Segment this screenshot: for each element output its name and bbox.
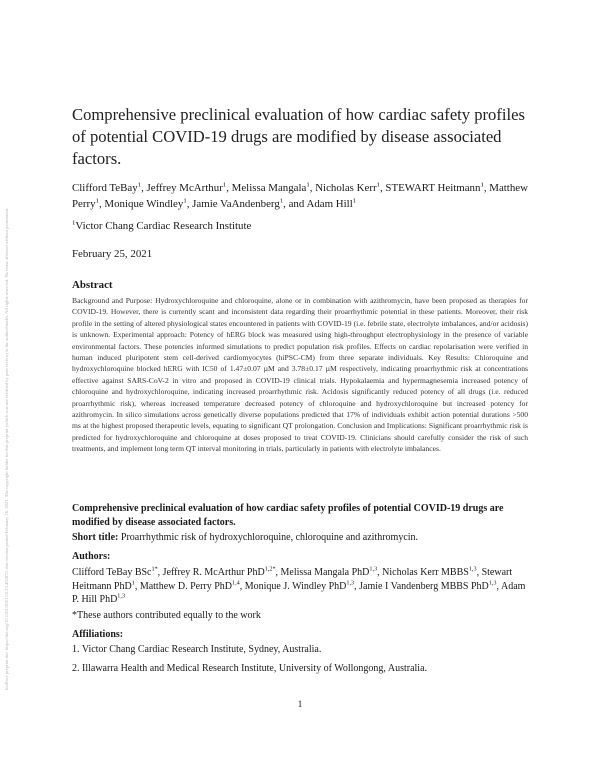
authors-heading: Authors: bbox=[72, 551, 111, 562]
author-affiliation-sup: 1,3 bbox=[346, 579, 355, 587]
page-number: 1 bbox=[297, 700, 303, 710]
author-affiliation-sup: 1 bbox=[131, 579, 135, 587]
author-separator: , bbox=[186, 197, 193, 210]
affiliation-item: 1. Victor Chang Cardiac Research Institute, Sydney, Australia. bbox=[72, 644, 322, 655]
author-affiliation-sup: 1 bbox=[183, 196, 187, 204]
author-separator: , bbox=[309, 182, 316, 194]
author-affiliation-sup: 1,3 bbox=[468, 565, 477, 573]
short-title-text: Proarrhythmic risk of hydroxychloroquine, chloroquine and azithromycin. bbox=[120, 532, 419, 543]
author-name: Jamie I Vandenberg MBBS PhD bbox=[359, 580, 489, 592]
author-name: Adam P. Hill PhD bbox=[72, 580, 526, 605]
short-title-label: Short title: bbox=[72, 532, 119, 543]
short-title bbox=[72, 532, 418, 543]
author-affiliation-sup: 1,4 bbox=[232, 579, 240, 587]
affiliation-text: Victor Chang Cardiac Research Institute bbox=[75, 220, 252, 232]
author-affiliation-sup: 1,3 bbox=[117, 592, 126, 600]
author-name: Monique J. Windley PhD bbox=[244, 580, 347, 592]
author-name: Nicholas Kerr MBBS bbox=[382, 567, 469, 578]
author-affiliation-sup: 1* bbox=[151, 565, 158, 573]
author-separator: , bbox=[157, 567, 163, 578]
full-author-list bbox=[72, 566, 528, 607]
author-separator: , and bbox=[283, 197, 307, 210]
author-separator: , bbox=[98, 197, 105, 210]
author-separator: , bbox=[377, 567, 383, 578]
author-separator: , bbox=[476, 567, 482, 578]
author-separator: , bbox=[226, 182, 232, 194]
author-separator: , bbox=[354, 580, 360, 592]
author-affiliation-sup: 1 bbox=[222, 181, 227, 189]
author-affiliation-sup: 1 bbox=[480, 181, 484, 189]
author-affiliation-sup: 1 bbox=[95, 196, 99, 204]
author-name: Stewart Heitmann PhD bbox=[72, 567, 513, 592]
title-page-heading: Comprehensive preclinical evaluation of how cardiac safety profiles of potential COVID-19 drugs are modified by disease associated factors. bbox=[72, 503, 504, 528]
author-name: Melissa Mangala bbox=[231, 182, 307, 194]
author-name: Melissa Mangala PhD bbox=[280, 567, 370, 578]
author-affiliation-sup: 1 bbox=[137, 181, 142, 189]
author-name: Adam Hill bbox=[306, 197, 353, 210]
author-list bbox=[72, 181, 528, 212]
author-name: Jamie VaAndenberg bbox=[192, 197, 280, 210]
author-name: Jeffrey McArthur bbox=[146, 182, 223, 194]
author-name: Clifford TeBay BSc bbox=[72, 567, 152, 578]
author-name: Matthew Perry bbox=[72, 182, 528, 210]
equal-contribution-note: *These authors contributed equally to the work bbox=[72, 610, 261, 621]
author-name: Clifford TeBay bbox=[72, 182, 138, 194]
author-separator: , bbox=[275, 567, 281, 578]
author-separator: , bbox=[134, 580, 140, 592]
affiliation bbox=[72, 220, 251, 232]
author-separator: , bbox=[483, 182, 490, 194]
affiliation-item: 2. Illawarra Health and Medical Research Institute, University of Wollongong, Australia. bbox=[72, 663, 428, 674]
paper-title: Comprehensive preclinical evaluation of how cardiac safety profiles of potential COVID-19 drugs are modified by disease associated factors. bbox=[72, 105, 525, 168]
author-separator: , bbox=[239, 580, 245, 592]
abstract-heading: Abstract bbox=[72, 279, 113, 291]
author-affiliation-sup: 1 bbox=[279, 196, 284, 204]
author-affiliation-sup: 1,2* bbox=[264, 565, 276, 573]
author-affiliation-sup: 1 bbox=[352, 196, 357, 204]
author-affiliation-sup: 1,3 bbox=[369, 565, 378, 573]
author-name: Nicholas Kerr bbox=[315, 182, 377, 194]
author-separator: , bbox=[141, 182, 147, 194]
author-separator: , bbox=[496, 580, 501, 592]
affiliation-sup: 1 bbox=[72, 219, 76, 227]
preprint-sidebar-note bbox=[4, 90, 14, 690]
author-name: Monique Windley bbox=[104, 197, 184, 210]
affiliations-heading: Affiliations: bbox=[72, 629, 124, 640]
author-name: STEWART Heitmann bbox=[385, 182, 481, 194]
paper-date: February 25, 2021 bbox=[72, 248, 153, 260]
author-affiliation-sup: 1 bbox=[376, 181, 380, 189]
author-name: Jeffrey R. McArthur PhD bbox=[162, 567, 265, 578]
author-separator: , bbox=[379, 182, 386, 194]
author-affiliation-sup: 1 bbox=[306, 181, 310, 189]
abstract-text: Background and Purpose: Hydroxychloroquine and chloroquine, alone or in combination with azithromycin, have been proposed as therapies for COVID-19. However, there is currently scant and inconsistent data regarding their proarrhythmic potential in these patients. Moreover, their risk profile in the setting of altered physiological states encountered in patients with COVID-19 (i.e. febrile state, electrolyte imbalances, and/or acidosis) is unknown. Experimental approach: Potency of hERG block was measured using high-throughput electrophysiology in the presence of variable environmental factors. These potencies informed simulations to predict population risk profiles. Effects on cardiac repolarisation were verified in human induced pluripotent stem cell-derived cardiomyocytes (hiPSC-CM) from three separate individuals. Key Results: Chloroquine and hydroxychloroquine blocked hERG with IC50 of 1.47±0.07 µM and 3.78±0.17 µM respectively, indicating proarrhythmic risk at concentrations effective against SARS-CoV-2 in vitro and proposed in COVID-19 clinical trials. Hypokalaemia and hypermagnesemia increased potency of chloroquine and hydroxychloroquine, indicating increased proarrhythmic risk. Acidosis significantly reduced potency of all drugs (i.e. reduced proarrhythmic risk), whereas increased temperature decreased potency of chloroquine and hydroxychloroquine but increased potency for azithromycin. In silico simulations across genetically diverse populations predicted that 17% of individuals exhibit action potential durations >500 ms at the highest proposed therapeutic levels, equating to significant QT prolongation. Conclusion and Implications: Significant proarrhythmic risk is predicted for hydroxychloroquine and chloroquine at doses proposed to treat COVID-19. Clinicians should carefully consider the risk of such treatments, and implement long term QT interval monitoring in trials, particularly in patients with electrolyte imbalances. bbox=[72, 296, 528, 454]
author-name: Matthew D. Perry PhD bbox=[139, 580, 233, 592]
author-affiliation-sup: 1,3 bbox=[488, 579, 497, 587]
sidebar-text: bioRxiv preprint doi: https://doi.org/10.1101/2021.02.25.432872; this version posted February 26, 2021. The copyright holder for this preprint (which was not certified by peer review) is the author/funder. All rights reserved. No reuse allowed without permission. bbox=[4, 207, 9, 690]
